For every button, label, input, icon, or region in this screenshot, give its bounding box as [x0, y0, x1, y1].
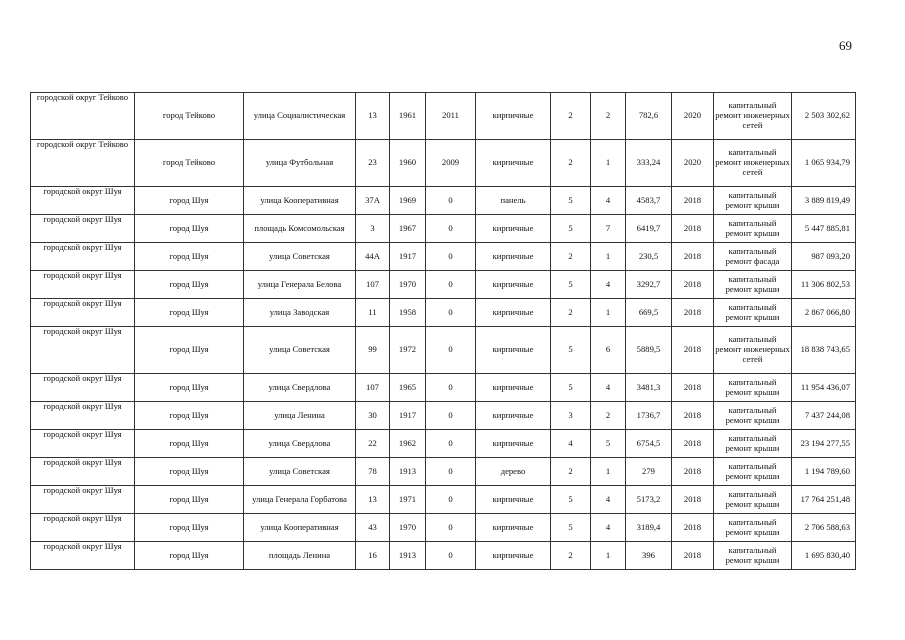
floors-cell: 5	[551, 215, 591, 243]
repair-year-cell: 2018	[672, 514, 714, 542]
settlement-cell: город Шуя	[135, 299, 244, 327]
municipality-cell: городской округ Шуя	[31, 271, 135, 299]
overhaul-year-cell: 0	[426, 271, 476, 299]
overhaul-year-cell: 0	[426, 243, 476, 271]
street-cell: улица Социалистическая	[244, 93, 356, 140]
entrances-cell: 1	[591, 299, 626, 327]
build-year-cell: 1958	[390, 299, 426, 327]
area-cell: 5889,5	[626, 327, 672, 374]
build-year-cell: 1961	[390, 93, 426, 140]
street-cell: улица Советская	[244, 243, 356, 271]
cost-cell: 1 695 830,40	[792, 542, 856, 570]
house-number-cell: 37А	[356, 187, 390, 215]
table-row	[31, 243, 856, 271]
street-cell: улица Кооперативная	[244, 514, 356, 542]
settlement-cell: город Шуя	[135, 542, 244, 570]
settlement-cell: город Шуя	[135, 402, 244, 430]
table-row	[31, 542, 856, 570]
housing-repair-table	[30, 92, 856, 570]
build-year-cell: 1971	[390, 486, 426, 514]
municipality-cell: городской округ Тейково	[31, 140, 135, 187]
overhaul-year-cell: 0	[426, 327, 476, 374]
repair-year-cell: 2018	[672, 327, 714, 374]
cost-cell: 18 838 743,65	[792, 327, 856, 374]
floors-cell: 2	[551, 542, 591, 570]
floors-cell: 5	[551, 514, 591, 542]
work-type-cell: капитальный ремонт крыши	[714, 299, 792, 327]
settlement-cell: город Шуя	[135, 458, 244, 486]
wall-material-cell: кирпичные	[476, 140, 551, 187]
area-cell: 6754,5	[626, 430, 672, 458]
repair-year-cell: 2018	[672, 215, 714, 243]
settlement-cell: город Тейково	[135, 140, 244, 187]
repair-year-cell: 2018	[672, 486, 714, 514]
table-row	[31, 140, 856, 187]
cost-cell: 11 306 802,53	[792, 271, 856, 299]
cost-cell: 17 764 251,48	[792, 486, 856, 514]
house-number-cell: 43	[356, 514, 390, 542]
settlement-cell: город Шуя	[135, 430, 244, 458]
work-type-cell: капитальный ремонт крыши	[714, 458, 792, 486]
cost-cell: 3 889 819,49	[792, 187, 856, 215]
street-cell: улица Генерала Белова	[244, 271, 356, 299]
build-year-cell: 1913	[390, 458, 426, 486]
build-year-cell: 1969	[390, 187, 426, 215]
work-type-cell: капитальный ремонт крыши	[714, 402, 792, 430]
floors-cell: 5	[551, 374, 591, 402]
floors-cell: 2	[551, 93, 591, 140]
overhaul-year-cell: 2009	[426, 140, 476, 187]
settlement-cell: город Шуя	[135, 486, 244, 514]
municipality-cell: городской округ Шуя	[31, 187, 135, 215]
repair-year-cell: 2018	[672, 402, 714, 430]
municipality-cell: городской округ Шуя	[31, 299, 135, 327]
entrances-cell: 4	[591, 271, 626, 299]
build-year-cell: 1917	[390, 243, 426, 271]
floors-cell: 2	[551, 458, 591, 486]
house-number-cell: 22	[356, 430, 390, 458]
wall-material-cell: кирпичные	[476, 271, 551, 299]
repair-year-cell: 2018	[672, 430, 714, 458]
area-cell: 5173,2	[626, 486, 672, 514]
entrances-cell: 5	[591, 430, 626, 458]
municipality-cell: городской округ Шуя	[31, 327, 135, 374]
cost-cell: 1 194 789,60	[792, 458, 856, 486]
area-cell: 3481,3	[626, 374, 672, 402]
house-number-cell: 30	[356, 402, 390, 430]
work-type-cell: капитальный ремонт фасада	[714, 243, 792, 271]
floors-cell: 4	[551, 430, 591, 458]
area-cell: 3189,4	[626, 514, 672, 542]
municipality-cell: городской округ Шуя	[31, 430, 135, 458]
entrances-cell: 4	[591, 374, 626, 402]
house-number-cell: 44А	[356, 243, 390, 271]
repair-year-cell: 2018	[672, 299, 714, 327]
house-number-cell: 16	[356, 542, 390, 570]
house-number-cell: 11	[356, 299, 390, 327]
street-cell: улица Генерала Горбатова	[244, 486, 356, 514]
table-row	[31, 327, 856, 374]
repair-year-cell: 2020	[672, 93, 714, 140]
street-cell: улица Футбольная	[244, 140, 356, 187]
overhaul-year-cell: 0	[426, 542, 476, 570]
work-type-cell: капитальный ремонт крыши	[714, 215, 792, 243]
area-cell: 396	[626, 542, 672, 570]
house-number-cell: 99	[356, 327, 390, 374]
overhaul-year-cell: 0	[426, 299, 476, 327]
house-number-cell: 78	[356, 458, 390, 486]
entrances-cell: 6	[591, 327, 626, 374]
area-cell: 1736,7	[626, 402, 672, 430]
overhaul-year-cell: 0	[426, 458, 476, 486]
street-cell: улица Заводская	[244, 299, 356, 327]
cost-cell: 2 706 588,63	[792, 514, 856, 542]
repair-year-cell: 2018	[672, 243, 714, 271]
street-cell: улица Ленина	[244, 402, 356, 430]
floors-cell: 2	[551, 299, 591, 327]
work-type-cell: капитальный ремонт инженерных сетей	[714, 327, 792, 374]
overhaul-year-cell: 2011	[426, 93, 476, 140]
work-type-cell: капитальный ремонт крыши	[714, 374, 792, 402]
wall-material-cell: дерево	[476, 458, 551, 486]
repair-year-cell: 2018	[672, 187, 714, 215]
area-cell: 669,5	[626, 299, 672, 327]
house-number-cell: 107	[356, 271, 390, 299]
settlement-cell: город Шуя	[135, 243, 244, 271]
street-cell: площадь Комсомольская	[244, 215, 356, 243]
table-row	[31, 430, 856, 458]
repair-year-cell: 2020	[672, 140, 714, 187]
work-type-cell: капитальный ремонт крыши	[714, 514, 792, 542]
settlement-cell: город Шуя	[135, 327, 244, 374]
house-number-cell: 23	[356, 140, 390, 187]
street-cell: улица Свердлова	[244, 374, 356, 402]
table-row	[31, 187, 856, 215]
repair-year-cell: 2018	[672, 271, 714, 299]
settlement-cell: город Шуя	[135, 215, 244, 243]
table-row	[31, 514, 856, 542]
entrances-cell: 7	[591, 215, 626, 243]
work-type-cell: капитальный ремонт крыши	[714, 187, 792, 215]
street-cell: улица Советская	[244, 458, 356, 486]
entrances-cell: 4	[591, 187, 626, 215]
wall-material-cell: кирпичные	[476, 243, 551, 271]
build-year-cell: 1965	[390, 374, 426, 402]
cost-cell: 23 194 277,55	[792, 430, 856, 458]
area-cell: 333,24	[626, 140, 672, 187]
build-year-cell: 1917	[390, 402, 426, 430]
cost-cell: 2 867 066,80	[792, 299, 856, 327]
overhaul-year-cell: 0	[426, 430, 476, 458]
area-cell: 279	[626, 458, 672, 486]
wall-material-cell: кирпичные	[476, 93, 551, 140]
wall-material-cell: кирпичные	[476, 402, 551, 430]
wall-material-cell: кирпичные	[476, 514, 551, 542]
overhaul-year-cell: 0	[426, 187, 476, 215]
wall-material-cell: кирпичные	[476, 299, 551, 327]
area-cell: 6419,7	[626, 215, 672, 243]
floors-cell: 2	[551, 243, 591, 271]
floors-cell: 3	[551, 402, 591, 430]
municipality-cell: городской округ Шуя	[31, 514, 135, 542]
area-cell: 3292,7	[626, 271, 672, 299]
area-cell: 230,5	[626, 243, 672, 271]
repair-year-cell: 2018	[672, 374, 714, 402]
entrances-cell: 4	[591, 486, 626, 514]
municipality-cell: городской округ Шуя	[31, 374, 135, 402]
overhaul-year-cell: 0	[426, 402, 476, 430]
build-year-cell: 1962	[390, 430, 426, 458]
table-row	[31, 374, 856, 402]
build-year-cell: 1972	[390, 327, 426, 374]
house-number-cell: 107	[356, 374, 390, 402]
floors-cell: 5	[551, 327, 591, 374]
build-year-cell: 1970	[390, 514, 426, 542]
wall-material-cell: кирпичные	[476, 215, 551, 243]
page-number: 69	[839, 38, 852, 53]
settlement-cell: город Шуя	[135, 374, 244, 402]
wall-material-cell: панель	[476, 187, 551, 215]
house-number-cell: 3	[356, 215, 390, 243]
table-row	[31, 271, 856, 299]
table-row	[31, 299, 856, 327]
overhaul-year-cell: 0	[426, 215, 476, 243]
wall-material-cell: кирпичные	[476, 374, 551, 402]
entrances-cell: 1	[591, 243, 626, 271]
area-cell: 782,6	[626, 93, 672, 140]
house-number-cell: 13	[356, 486, 390, 514]
settlement-cell: город Шуя	[135, 187, 244, 215]
settlement-cell: город Шуя	[135, 271, 244, 299]
street-cell: улица Свердлова	[244, 430, 356, 458]
area-cell: 4583,7	[626, 187, 672, 215]
entrances-cell: 2	[591, 402, 626, 430]
house-number-cell: 13	[356, 93, 390, 140]
municipality-cell: городской округ Шуя	[31, 215, 135, 243]
cost-cell: 11 954 436,07	[792, 374, 856, 402]
wall-material-cell: кирпичные	[476, 486, 551, 514]
work-type-cell: капитальный ремонт крыши	[714, 486, 792, 514]
cost-cell: 5 447 885,81	[792, 215, 856, 243]
overhaul-year-cell: 0	[426, 374, 476, 402]
entrances-cell: 1	[591, 542, 626, 570]
entrances-cell: 4	[591, 514, 626, 542]
overhaul-year-cell: 0	[426, 514, 476, 542]
street-cell: улица Кооперативная	[244, 187, 356, 215]
settlement-cell: город Тейково	[135, 93, 244, 140]
settlement-cell: город Шуя	[135, 514, 244, 542]
floors-cell: 5	[551, 486, 591, 514]
municipality-cell: городской округ Шуя	[31, 486, 135, 514]
entrances-cell: 1	[591, 140, 626, 187]
municipality-cell: городской округ Тейково	[31, 93, 135, 140]
floors-cell: 2	[551, 140, 591, 187]
table-row	[31, 486, 856, 514]
work-type-cell: капитальный ремонт инженерных сетей	[714, 93, 792, 140]
build-year-cell: 1960	[390, 140, 426, 187]
entrances-cell: 2	[591, 93, 626, 140]
entrances-cell: 1	[591, 458, 626, 486]
work-type-cell: капитальный ремонт крыши	[714, 271, 792, 299]
work-type-cell: капитальный ремонт инженерных сетей	[714, 140, 792, 187]
floors-cell: 5	[551, 187, 591, 215]
floors-cell: 5	[551, 271, 591, 299]
repair-year-cell: 2018	[672, 458, 714, 486]
cost-cell: 1 065 934,79	[792, 140, 856, 187]
table-row	[31, 93, 856, 140]
municipality-cell: городской округ Шуя	[31, 458, 135, 486]
municipality-cell: городской округ Шуя	[31, 542, 135, 570]
table-row	[31, 215, 856, 243]
municipality-cell: городской округ Шуя	[31, 243, 135, 271]
repair-year-cell: 2018	[672, 542, 714, 570]
wall-material-cell: кирпичные	[476, 430, 551, 458]
overhaul-year-cell: 0	[426, 486, 476, 514]
cost-cell: 987 093,20	[792, 243, 856, 271]
cost-cell: 2 503 302,62	[792, 93, 856, 140]
street-cell: площадь Ленина	[244, 542, 356, 570]
work-type-cell: капитальный ремонт крыши	[714, 430, 792, 458]
wall-material-cell: кирпичные	[476, 542, 551, 570]
street-cell: улица Советская	[244, 327, 356, 374]
table-row	[31, 402, 856, 430]
work-type-cell: капитальный ремонт крыши	[714, 542, 792, 570]
build-year-cell: 1967	[390, 215, 426, 243]
wall-material-cell: кирпичные	[476, 327, 551, 374]
cost-cell: 7 437 244,08	[792, 402, 856, 430]
table-row	[31, 458, 856, 486]
build-year-cell: 1970	[390, 271, 426, 299]
municipality-cell: городской округ Шуя	[31, 402, 135, 430]
build-year-cell: 1913	[390, 542, 426, 570]
